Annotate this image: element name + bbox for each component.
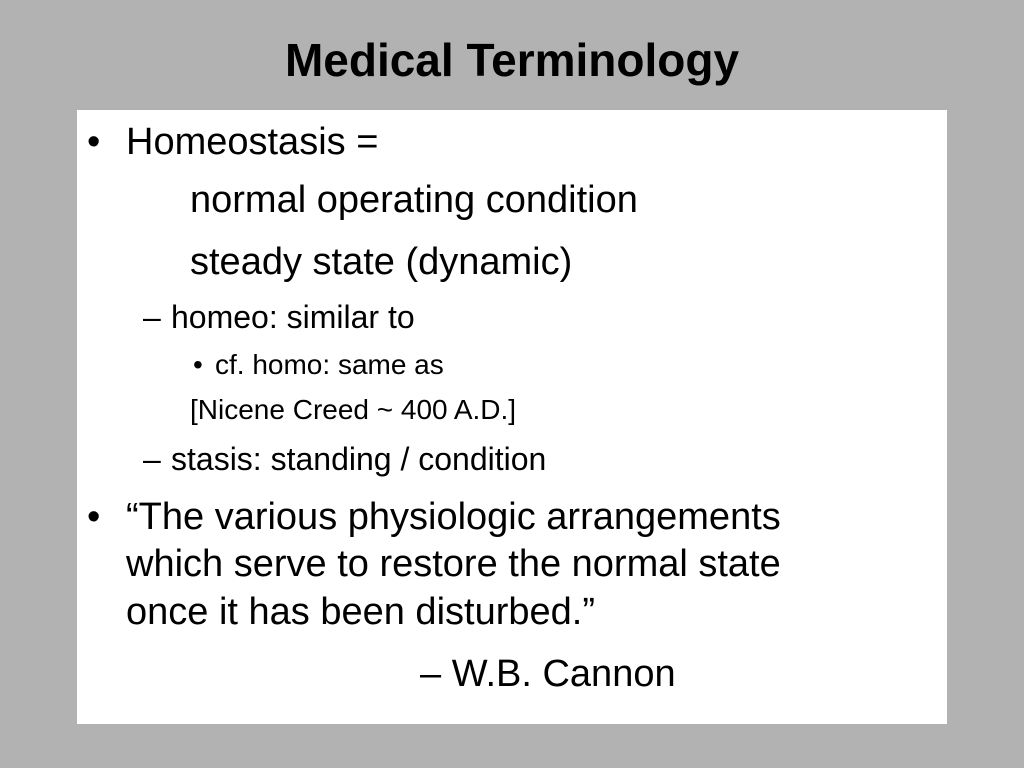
definition-line-1: normal operating condition — [190, 179, 638, 221]
bullet-marker: • — [193, 349, 203, 380]
bullet-marker: • — [87, 121, 101, 163]
content-box — [77, 110, 947, 724]
quote-line-3: once it has been disturbed.” — [126, 591, 595, 633]
quote-attribution: – W.B. Cannon — [420, 653, 676, 695]
bullet-marker: • — [87, 496, 101, 538]
quote-line-2: which serve to restore the normal state — [126, 543, 781, 585]
stasis-meaning: stasis: standing / condition — [171, 441, 547, 477]
homeo-meaning: homeo: similar to — [171, 299, 415, 335]
dash-marker: – — [143, 299, 161, 335]
nicene-creed-note: [Nicene Creed ~ 400 A.D.] — [190, 394, 517, 425]
definition-line-2: steady state (dynamic) — [190, 241, 573, 283]
dash-marker: – — [143, 441, 161, 477]
quote-line-1: “The various physiologic arrangements — [126, 496, 781, 538]
homo-meaning: cf. homo: same as — [215, 349, 444, 380]
homeostasis-term: Homeostasis = — [126, 121, 379, 163]
slide-title: Medical Terminology — [284, 34, 740, 86]
